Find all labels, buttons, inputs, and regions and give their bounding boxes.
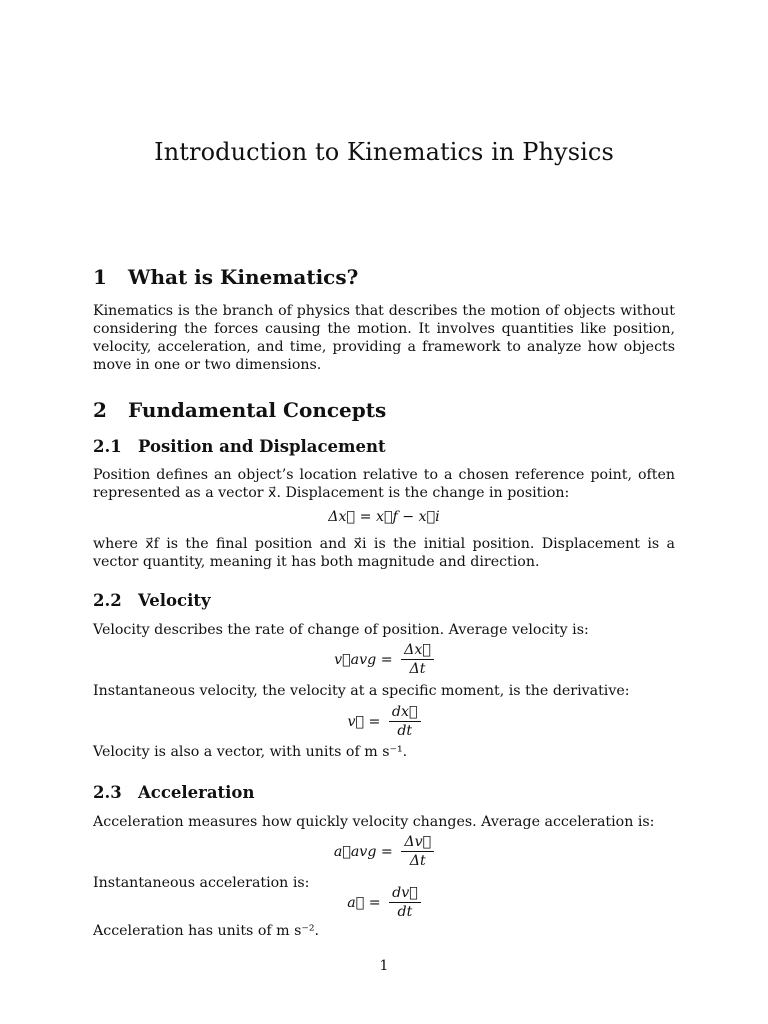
instantaneous-velocity-equation (93, 703, 675, 740)
position-intro-paragraph: Position defines an object’s location relative to a chosen reference point, often represented as a vector x⃗. Displacement is the change in position: (93, 467, 675, 501)
instantaneous-acceleration-paragraph: Instantaneous acceleration is: (93, 875, 310, 891)
subsection-number: 2.2 (93, 591, 122, 610)
fraction-denominator: Δt (409, 661, 426, 677)
fraction-numerator: Δx⃗ (401, 641, 434, 660)
section-number: 2 (93, 398, 107, 422)
acceleration-units-paragraph: Acceleration has units of m s⁻². (93, 923, 320, 939)
velocity-intro-paragraph: Velocity describes the rate of change of position. Average velocity is: (93, 622, 589, 638)
fraction-denominator: dt (397, 723, 413, 739)
subsection-title: Velocity (138, 591, 211, 610)
fraction-numerator: Δv⃗ (401, 833, 434, 852)
average-acceleration-equation (93, 833, 675, 870)
subsection-heading-acceleration (93, 783, 254, 802)
subsection-heading-position-displacement (93, 437, 386, 456)
fraction (401, 833, 434, 870)
fraction-denominator: dt (397, 904, 413, 920)
displacement-equation: Δx⃗ = x⃗f − x⃗i (328, 509, 440, 525)
velocity-units-paragraph: Velocity is also a vector, with units of m s⁻¹. (93, 744, 408, 760)
fraction-numerator: dx⃗ (389, 703, 421, 722)
fraction (401, 641, 434, 678)
subsection-number: 2.1 (93, 437, 122, 456)
page-number: 1 (379, 958, 389, 974)
section-number: 1 (93, 265, 107, 289)
subsection-number: 2.3 (93, 783, 122, 802)
section-title: What is Kinematics? (128, 265, 359, 289)
section-title: Fundamental Concepts (128, 398, 387, 422)
document-title: Introduction to Kinematics in Physics (154, 138, 614, 166)
equation-lhs: v⃗avg = (334, 651, 393, 668)
fraction-denominator: Δt (409, 853, 426, 869)
equation-lhs: a⃗ = (347, 894, 381, 911)
subsection-heading-velocity (93, 591, 211, 610)
instantaneous-velocity-paragraph: Instantaneous velocity, the velocity at a specific moment, is the derivative: (93, 683, 630, 699)
section-heading-what-is-kinematics (93, 265, 358, 289)
instantaneous-acceleration-equation (93, 884, 675, 921)
fraction-numerator: dv⃗ (389, 884, 421, 903)
displacement-explanation-paragraph: where x⃗f is the final position and x⃗i is the initial position. Displacement is a vector quantity, meaning it has both magnitude and direction. (93, 536, 675, 570)
section-heading-fundamental-concepts (93, 398, 386, 422)
fraction (389, 884, 421, 921)
equation-lhs: a⃗avg = (333, 843, 393, 860)
average-velocity-equation (93, 641, 675, 678)
fraction (389, 703, 421, 740)
equation-lhs: v⃗ = (347, 713, 381, 730)
subsection-title: Acceleration (138, 783, 255, 802)
subsection-title: Position and Displacement (138, 437, 386, 456)
section-1-paragraph: Kinematics is the branch of physics that describes the motion of objects without considering the forces causing the motion. It involves quantities like position, velocity, acceleration, and time, providing a framework to analyze how objects move in one or two dimensions. (93, 303, 675, 373)
acceleration-intro-paragraph: Acceleration measures how quickly velocity changes. Average acceleration is: (93, 814, 655, 830)
